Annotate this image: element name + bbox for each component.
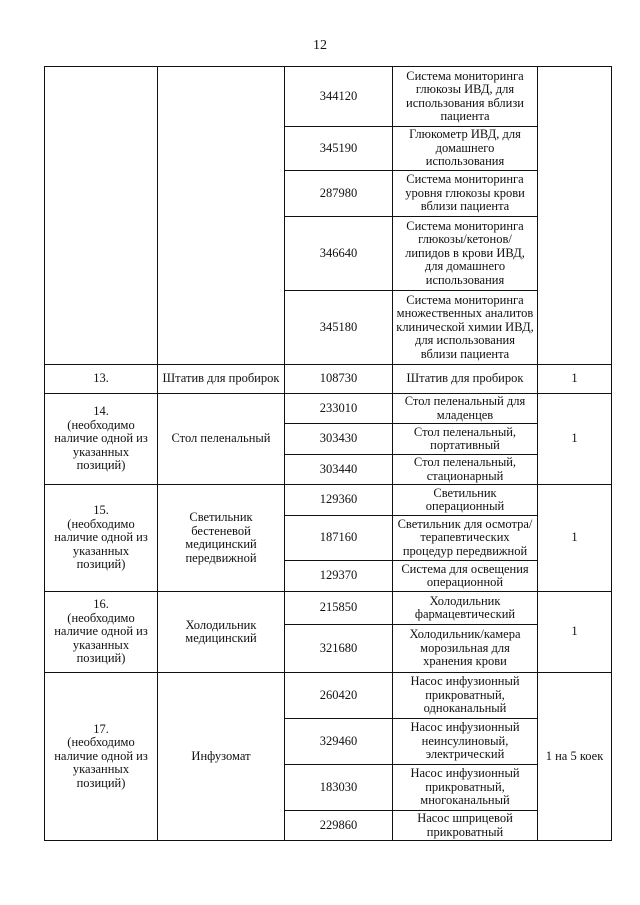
device-cell-empty: [158, 67, 285, 365]
code-cell: 344120: [285, 67, 393, 127]
group-note: (необходимо наличие одной из указанных позиций): [54, 610, 148, 666]
name-cell: Стол пеленальный, стационарный: [393, 455, 538, 485]
name-cell: Светильник операционный: [393, 485, 538, 516]
group-number-cell: [45, 592, 158, 673]
group-note: (необходимо наличие одной из указанных позиций): [54, 516, 148, 572]
code-cell: 303440: [285, 455, 393, 485]
name-cell: Система мониторинга уровня глюкозы крови вблизи пациента: [393, 171, 538, 217]
table-row: [45, 394, 612, 424]
code-cell: 215850: [285, 592, 393, 625]
table-row: [45, 673, 612, 719]
code-cell: 233010: [285, 394, 393, 424]
group-number: 14.: [93, 404, 109, 419]
group-number: 13.: [93, 371, 109, 386]
code-cell: 260420: [285, 673, 393, 719]
name-cell: Стол пеленальный, портативный: [393, 424, 538, 455]
name-cell: Насос инфузионный прикроватный, многоканальный: [393, 765, 538, 811]
code-cell: 345190: [285, 127, 393, 171]
quantity-cell: 1 на 5 коек: [538, 673, 612, 841]
equipment-table: [44, 66, 612, 841]
device-cell: Стол пеленальный: [158, 394, 285, 485]
group-number-cell: [45, 394, 158, 485]
name-cell: Система мониторинга глюкозы ИВД, для использования вблизи пациента: [393, 67, 538, 127]
group-number: 15.: [93, 503, 109, 518]
code-cell: 187160: [285, 516, 393, 561]
quantity-cell: 1: [538, 365, 612, 394]
code-cell: 346640: [285, 217, 393, 291]
quantity-cell: 1: [538, 592, 612, 673]
group-number-cell: [45, 673, 158, 841]
quantity-cell: 1: [538, 485, 612, 592]
name-cell: Насос шприцевой прикроватный: [393, 811, 538, 841]
device-cell: Холодильник медицинский: [158, 592, 285, 673]
table-row: [45, 592, 612, 625]
code-cell: 229860: [285, 811, 393, 841]
group-number-cell: [45, 485, 158, 592]
number-cell-empty: [45, 67, 158, 365]
code-cell: 321680: [285, 625, 393, 673]
group-number: 17.: [93, 721, 109, 736]
group-note: (необходимо наличие одной из указанных позиций): [54, 417, 148, 473]
code-cell: 129360: [285, 485, 393, 516]
device-cell: Штатив для пробирок: [158, 365, 285, 394]
code-cell: 345180: [285, 291, 393, 365]
quantity-cell-empty: [538, 67, 612, 365]
name-cell: Холодильник фармацевтический: [393, 592, 538, 625]
code-cell: 129370: [285, 561, 393, 592]
name-cell: Система мониторинга множественных аналитов клинической химии ИВД, для использования вблизи пациента: [393, 291, 538, 365]
group-note: (необходимо наличие одной из указанных позиций): [54, 735, 148, 790]
device-cell: Инфузомат: [158, 673, 285, 841]
code-cell: 303430: [285, 424, 393, 455]
name-cell: Система мониторинга глюкозы/кетонов/липидов в крови ИВД, для домашнего использования: [393, 217, 538, 291]
code-cell: 108730: [285, 365, 393, 394]
page-number: 12: [313, 38, 327, 53]
name-cell: Холодильник/камера морозильная для хранения крови: [393, 625, 538, 673]
table-row: [45, 485, 612, 516]
code-cell: 183030: [285, 765, 393, 811]
name-cell: Штатив для пробирок: [393, 365, 538, 394]
quantity-cell: 1: [538, 394, 612, 485]
code-cell: 287980: [285, 171, 393, 217]
name-cell: Светильник для осмотра/терапевтических процедур передвижной: [393, 516, 538, 561]
group-number: 16.: [93, 597, 109, 612]
name-cell: Насос инфузионный неинсулиновый, электрический: [393, 719, 538, 765]
group-number-cell: [45, 365, 158, 394]
device-cell: Светильник бестеневой медицинский передвижной: [158, 485, 285, 592]
name-cell: Насос инфузионный прикроватный, одноканальный: [393, 673, 538, 719]
name-cell: Система для освещения операционной: [393, 561, 538, 592]
table-row: [45, 67, 612, 127]
name-cell: Стол пеленальный для младенцев: [393, 394, 538, 424]
code-cell: 329460: [285, 719, 393, 765]
name-cell: Глюкометр ИВД, для домашнего использования: [393, 127, 538, 171]
table-row: [45, 365, 612, 394]
